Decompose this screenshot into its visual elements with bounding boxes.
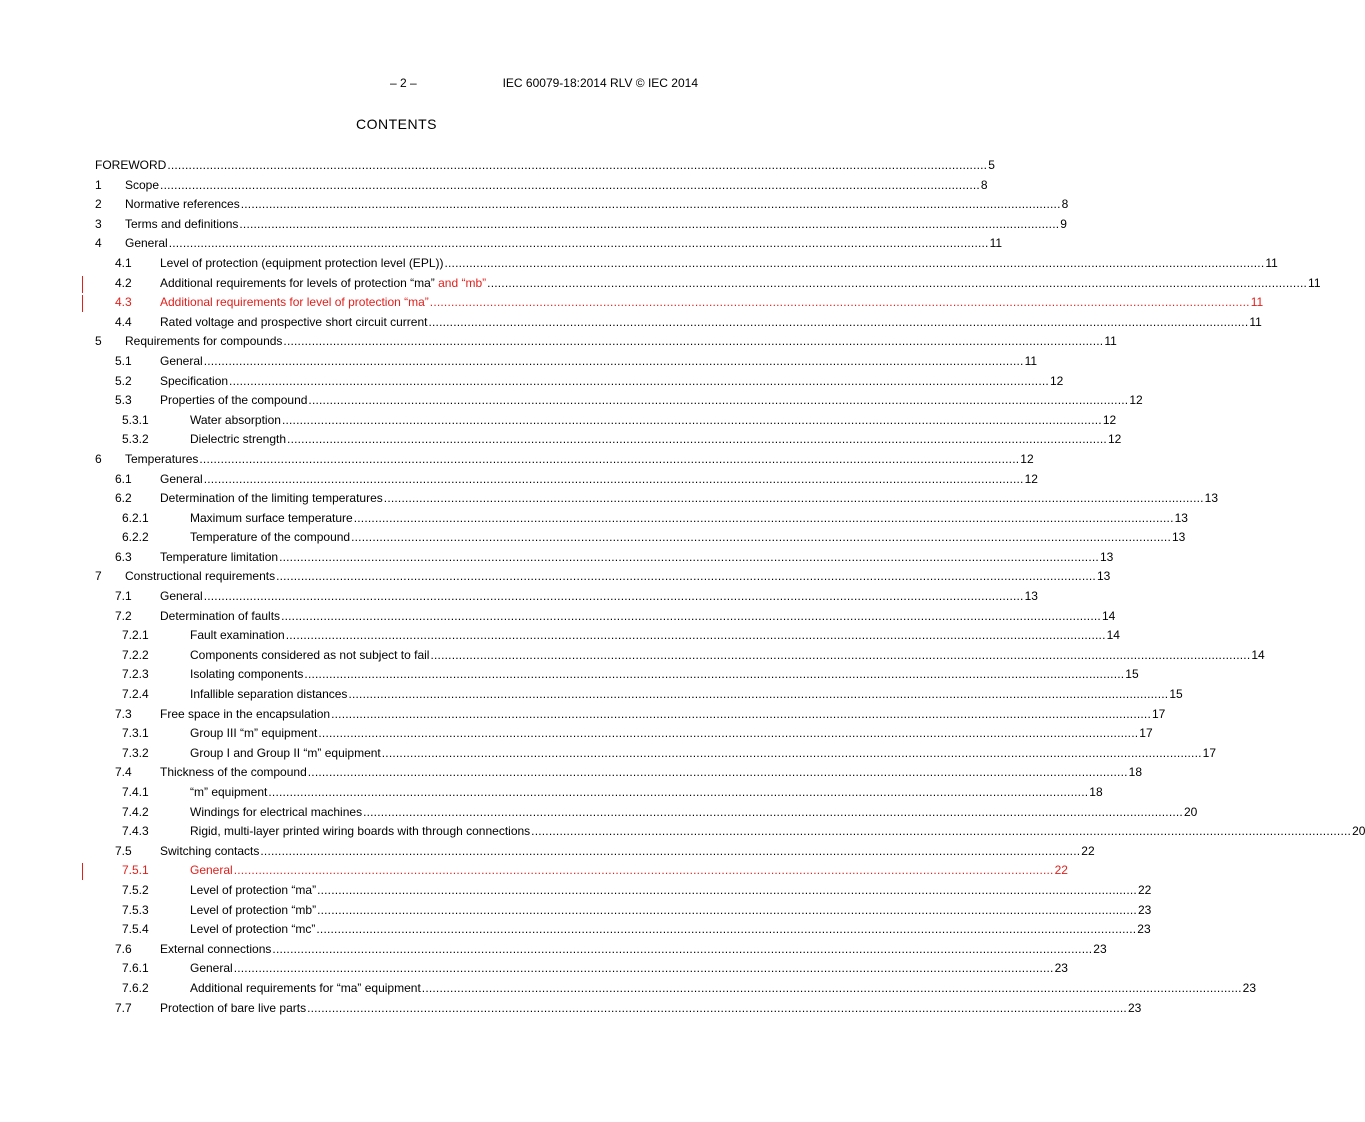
toc-entry-text: Additional requirements for levels of protection “ma” [160,275,435,290]
toc-entry-text: Rated voltage and prospective short circuit current [160,314,428,329]
toc-entry[interactable] [95,705,1166,725]
toc-entry-title [190,881,316,901]
toc-entry-text: Temperature limitation [160,549,279,564]
toc-entry-number: 4 [95,236,102,251]
toc-entry-title [125,567,275,587]
toc-entry[interactable] [95,626,1120,646]
toc-entry-number: 4.4 [115,314,132,329]
toc-entry-title [160,763,307,783]
toc-entry-title [125,234,168,254]
toc-entry-text: Determination of faults [160,608,281,623]
toc-entry-page: 12 [1107,432,1122,447]
toc-entry-page: 23 [1242,980,1257,995]
toc-entry-title [95,156,166,176]
toc-entry-title [190,411,281,431]
dot-leader [331,705,1151,725]
toc-entry[interactable] [95,176,988,196]
toc-entry-text: FOREWORD [95,158,167,172]
toc-entry[interactable] [95,489,1219,509]
toc-entry-title [190,803,362,823]
dot-leader [363,803,1183,823]
toc-entry[interactable] [95,293,1264,313]
toc-entry-page: 13 [1174,510,1188,525]
toc-entry-page: 20 [1183,804,1198,819]
toc-entry-title [160,548,278,568]
toc-entry-page: 17 [1202,745,1217,760]
toc-entry[interactable] [95,411,1117,431]
toc-entry-page: 11 [1104,334,1117,349]
toc-entry-text: Level of protection (equipment protection level (EPL)) [160,255,444,270]
toc-entry[interactable] [95,822,1365,842]
toc-entry-page: 23 [1127,1000,1142,1015]
page-header [95,76,698,94]
toc-entry-title [190,685,347,705]
toc-entry-title [190,430,286,450]
toc-entry-number: 7.5.4 [122,922,149,937]
toc-entry-page: 15 [1169,687,1183,702]
toc-entry[interactable] [95,979,1257,999]
toc-entry-page: 14 [1106,628,1120,643]
dot-leader [282,411,1102,431]
toc-entry[interactable] [95,940,1107,960]
dot-leader [241,195,1061,215]
toc-entry-title [160,391,307,411]
dot-leader [268,783,1088,803]
toc-entry-number: 5.2 [115,373,132,388]
toc-entry-title [160,842,259,862]
toc-entry-number: 2 [95,197,102,212]
dot-leader [204,352,1024,372]
dot-leader [531,822,1351,842]
toc-entry-title [190,626,285,646]
dot-leader [234,959,1054,979]
table-of-contents [95,156,1365,1018]
dot-leader [272,940,1092,960]
dot-leader [444,254,1264,274]
toc-entry[interactable] [95,763,1142,783]
toc-entry-page: 12 [1129,393,1143,408]
toc-entry-title [160,489,383,509]
toc-entry-number: 7.3.1 [122,726,149,741]
toc-entry-title [160,254,443,274]
dot-leader [204,470,1024,490]
toc-entry-number: 7.3 [115,706,132,721]
toc-entry-number: 7 [95,569,102,584]
toc-entry-text: Fault examination [190,628,285,643]
toc-entry-text: Free space in the encapsulation [160,706,331,721]
toc-entry[interactable] [95,215,1067,235]
toc-entry-text: Additional requirements for “ma” equipment [190,980,421,995]
toc-entry-number: 5.3.2 [122,432,149,447]
toc-entry-number: 7.2 [115,608,132,623]
page-title: CONTENTS [356,116,437,132]
dot-leader [422,979,1242,999]
toc-entry[interactable] [95,391,1143,411]
dot-leader [160,176,980,196]
toc-entry[interactable] [95,274,1321,294]
toc-entry-title [160,607,280,627]
dot-leader [229,372,1049,392]
toc-entry[interactable] [95,842,1095,862]
toc-entry-text: Group I and Group II “m” equipment [190,745,381,760]
toc-entry-text: Properties of the compound [160,393,308,408]
toc-entry-number: 7.6.2 [122,980,149,995]
toc-entry-text: Switching contacts [160,843,260,858]
toc-entry-page: 13 [1024,589,1038,604]
dot-leader [307,999,1127,1019]
toc-entry-title [190,724,317,744]
toc-entry-number: 7.3.2 [122,745,149,760]
toc-entry-page: 17 [1139,726,1153,741]
toc-entry-title [160,940,271,960]
toc-entry[interactable] [95,724,1153,744]
toc-entry-number: 7.6 [115,941,132,956]
dot-leader [354,509,1174,529]
dot-leader [169,234,989,254]
toc-entry-text: Determination of the limiting temperatures [160,491,383,506]
toc-entry-text: Specification [160,373,229,388]
toc-entry-number: 7.5 [115,843,132,858]
toc-entry[interactable] [95,567,1111,587]
toc-entry-text: Terms and definitions [125,216,239,231]
dot-leader [286,626,1106,646]
toc-entry-number: 7.6.1 [122,961,149,976]
toc-entry-number: 6.1 [115,471,132,486]
toc-entry-title [190,822,530,842]
toc-entry-title [190,959,233,979]
toc-entry[interactable] [95,234,1003,254]
toc-entry-number: 6.2.2 [122,530,149,545]
toc-entry-title [190,920,315,940]
toc-entry-title [160,313,427,333]
toc-entry-number: 6.2.1 [122,510,149,525]
dot-leader [317,881,1137,901]
toc-entry[interactable] [95,548,1114,568]
toc-entry-number: 6 [95,451,102,466]
toc-entry-text: General [160,471,203,486]
toc-entry-page: 13 [1204,491,1219,506]
toc-entry[interactable] [95,195,1069,215]
toc-entry-title [190,901,316,921]
change-bar [82,863,83,880]
toc-entry-text: “m” equipment [190,785,268,799]
toc-entry-number: 6.2 [115,491,132,506]
toc-entry-number: 4.3 [115,295,132,310]
toc-entry-text: Water absorption [190,412,281,427]
toc-entry-number: 7.5.1 [122,863,149,878]
toc-entry-text: Isolating components [190,667,304,682]
toc-entry-text: General [160,589,203,604]
dot-leader [281,607,1101,627]
dot-leader [430,293,1250,313]
toc-entry-text: General [190,961,233,976]
change-bar [82,276,83,293]
toc-entry-title [190,861,233,881]
toc-entry-page: 9 [1060,216,1067,231]
toc-entry-text: Additional requirements for level of protection “ma” [160,295,429,310]
toc-entry[interactable] [95,450,1034,470]
toc-entry-title [190,528,350,548]
toc-entry-page: 12 [1024,471,1038,486]
toc-entry-page: 11 [1265,255,1278,270]
toc-entry[interactable] [95,861,1068,881]
toc-entry-text: Thickness of the compound [160,765,307,780]
dot-leader [384,489,1204,509]
toc-entry-title [160,587,203,607]
change-bar [82,295,83,312]
toc-entry-title [160,274,486,294]
toc-entry-title [125,332,282,352]
toc-entry[interactable] [95,803,1198,823]
dot-leader [317,901,1137,921]
toc-entry-text: Protection of bare live parts [160,1000,307,1015]
toc-entry-title [160,372,228,392]
dot-leader [167,156,987,176]
dot-leader [279,548,1099,568]
toc-entry-title [190,646,429,666]
toc-entry-page: 13 [1096,569,1111,584]
toc-entry-number: 7.1 [115,589,132,604]
toc-entry-text: Level of protection “mc” [190,922,316,937]
toc-entry-text: General [160,353,203,368]
toc-entry-text: Components considered as not subject to fail [190,647,430,662]
toc-entry-page: 22 [1054,863,1068,878]
dot-leader [487,274,1307,294]
toc-entry[interactable] [95,470,1038,490]
dot-leader [287,430,1107,450]
toc-entry-title [190,979,421,999]
toc-entry-number: 7.5.2 [122,882,149,897]
toc-entry-title [190,509,353,529]
toc-entry-number: 5.3.1 [122,412,149,427]
toc-entry[interactable] [95,528,1186,548]
toc-entry-text: Constructional requirements [125,569,276,584]
toc-entry-number: 5.1 [115,353,132,368]
toc-entry-text: Level of protection “mb” [190,902,317,917]
toc-entry-number: 3 [95,216,102,231]
toc-entry-text: Rigid, multi-layer printed wiring boards with through connections [190,824,531,839]
toc-entry-page: 23 [1054,961,1068,976]
dot-leader [308,391,1128,411]
toc-entry-number: 7.5.3 [122,902,149,917]
toc-entry-text: Normative references [125,197,240,212]
toc-entry-page: 23 [1093,941,1107,956]
dot-leader [276,567,1096,587]
toc-entry[interactable] [95,999,1142,1019]
dot-leader [260,842,1080,862]
toc-entry-added-text: and “mb” [434,275,487,290]
toc-entry-title [160,999,306,1019]
toc-entry-page: 11 [1250,295,1264,310]
dot-leader [428,313,1248,333]
toc-entry-number: 7.7 [115,1000,132,1015]
toc-entry[interactable] [95,607,1116,627]
toc-entry-text: General [190,863,233,878]
toc-entry-text: Windings for electrical machines [190,804,363,819]
toc-entry-page: 11 [1249,314,1262,329]
toc-entry-page: 12 [1102,412,1117,427]
toc-entry[interactable] [95,332,1117,352]
toc-entry-title [125,195,240,215]
dot-leader [382,744,1202,764]
toc-entry-title [160,293,429,313]
toc-entry-number: 7.2.2 [122,647,149,662]
dot-leader [318,724,1138,744]
standard-reference: IEC 60079-18:2014 RLV © IEC 2014 [502,76,698,90]
toc-entry[interactable] [95,352,1038,372]
toc-entry-page: 17 [1152,706,1166,721]
toc-entry-page: 13 [1099,549,1114,564]
toc-entry-text: Temperature of the compound [190,530,351,545]
toc-entry[interactable] [95,254,1278,274]
toc-entry-number: 7.4.1 [122,785,149,799]
dot-leader [234,861,1054,881]
toc-entry-page: 8 [1061,197,1069,212]
toc-entry-page: 18 [1089,785,1103,799]
toc-entry[interactable] [95,959,1068,979]
toc-entry-title [160,470,203,490]
toc-entry-page: 11 [1308,275,1321,290]
toc-entry-title [190,783,267,803]
toc-entry[interactable] [95,156,995,176]
toc-entry-number: 5 [95,334,102,349]
dot-leader [199,450,1019,470]
toc-entry-number: 4.2 [115,275,132,290]
toc-entry-page: 23 [1137,902,1152,917]
toc-entry-number: 7.4 [115,765,132,780]
toc-entry-number: 7.2.3 [122,667,149,682]
toc-entry-title [160,705,330,725]
toc-entry-title [125,450,198,470]
dot-leader [204,587,1024,607]
toc-entry-page: 13 [1172,530,1186,545]
toc-entry[interactable] [95,313,1262,333]
toc-entry[interactable] [95,901,1152,921]
toc-entry-page: 20 [1352,824,1365,839]
toc-entry-page: 15 [1125,667,1139,682]
toc-entry-page: 14 [1101,608,1116,623]
toc-entry-number: 5.3 [115,393,132,408]
toc-entry-number: 1 [95,177,102,192]
toc-entry-page: 8 [980,177,988,192]
toc-entry[interactable] [95,744,1217,764]
toc-entry[interactable] [95,587,1038,607]
toc-entry-text: Dielectric strength [190,432,287,447]
toc-entry[interactable] [95,372,1064,392]
toc-entry-title [160,352,203,372]
toc-entry-page: 14 [1251,647,1265,662]
toc-entry-page: 22 [1081,843,1095,858]
dot-leader [348,685,1168,705]
toc-entry[interactable] [95,783,1103,803]
dot-leader [239,215,1059,235]
toc-entry-text: Group III “m” equipment [190,726,318,741]
toc-entry-number: 6.3 [115,549,132,564]
dot-leader [351,528,1171,548]
dot-leader [308,763,1128,783]
toc-entry-page: 5 [988,158,995,172]
toc-entry-page: 23 [1137,922,1151,937]
toc-entry-page: 12 [1049,373,1064,388]
toc-entry[interactable] [95,881,1152,901]
toc-entry-title [125,215,238,235]
toc-entry-page: 11 [1024,353,1038,368]
dot-leader [304,665,1124,685]
toc-entry-title [125,176,159,196]
dot-leader [430,646,1250,666]
toc-entry-text: Temperatures [125,451,199,466]
toc-entry[interactable] [95,509,1188,529]
toc-entry-text: Requirements for compounds [125,334,283,349]
toc-entry-text: Scope [125,177,160,192]
toc-entry-number: 7.2.4 [122,687,149,702]
toc-entry-number: 4.1 [115,255,132,270]
toc-entry-text: General [125,236,168,251]
toc-entry[interactable] [95,665,1139,685]
dot-leader [283,332,1103,352]
toc-entry-title [190,744,381,764]
toc-entry-page: 22 [1137,882,1152,897]
toc-entry[interactable] [95,920,1151,940]
toc-entry-number: 7.4.2 [122,804,149,819]
toc-entry-text: External connections [160,941,272,956]
toc-entry-number: 7.4.3 [122,824,149,839]
toc-entry[interactable] [95,646,1265,666]
toc-entry-page: 12 [1020,451,1034,466]
toc-entry-page: 18 [1128,765,1142,780]
toc-entry-page: 11 [989,236,1003,251]
toc-entry-title [190,665,303,685]
page-number: – 2 – [390,76,417,90]
toc-entry-number: 7.2.1 [122,628,149,643]
toc-entry-text: Level of protection “ma” [190,882,317,897]
toc-entry[interactable] [95,685,1183,705]
toc-entry-text: Infallible separation distances [190,687,348,702]
toc-entry[interactable] [95,430,1122,450]
toc-entry-text: Maximum surface temperature [190,510,353,525]
dot-leader [316,920,1136,940]
